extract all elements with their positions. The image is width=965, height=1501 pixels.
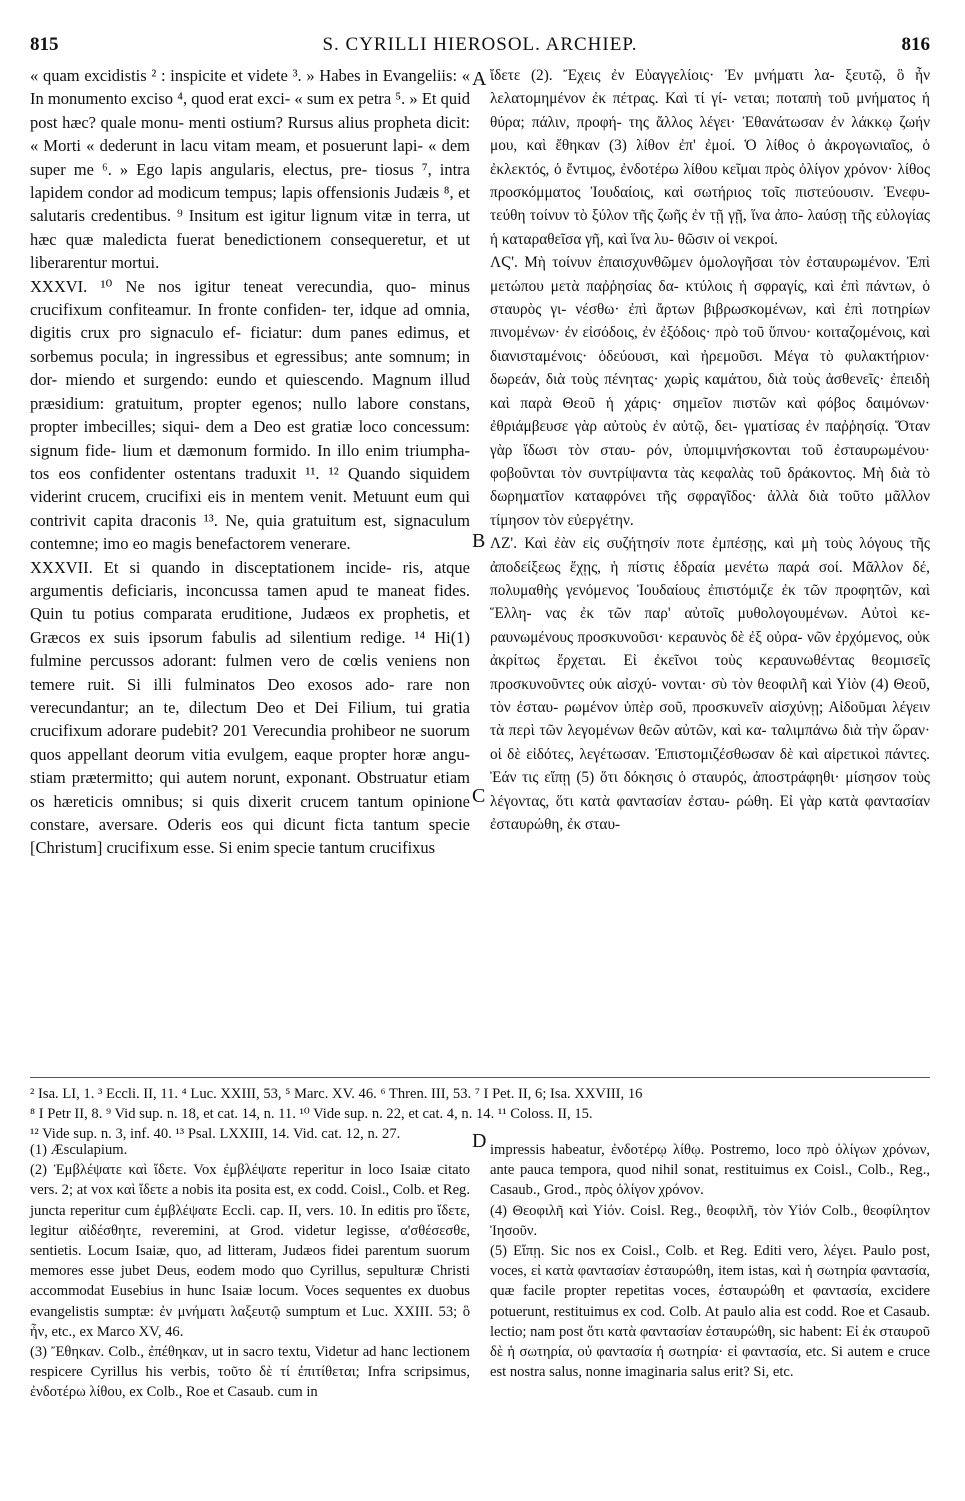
section-marker-b: B [472,530,486,552]
section-marker-c: C [472,785,486,807]
greek-paragraph-3: ΛΖ'. Καὶ ἐὰν εἰς συζήτησίν ποτε ἐμπέσῃς, καὶ μὴ τοὺς λόγους τῆς ἀποδείξεως ἔχῃς, ἡ πίστις ἑδραία μενέτω παρά σοί. Μᾶλλον δέ, πολυμαθὴς γενόμενος Ἰουδαίους ἐπιστόμιζε ἐκ τῶν προφητῶν, καὶ Ἕλλη- νας ἐκ τῶν παρ' αὐτοῖς μυθολογουμένων. Αὐτοὶ κε- ραυνωμένους προσκυνοῦσι· κεραυνὸς δὲ ἐξ οὐρα- νῶν ἐρχόμενος, οὐκ ἀκρίτως ἔρχεται. Εἰ ἐκεῖνοι τοὺς κεραυνωθέντας θεομισεῖς προσκυνοῦντες οὐκ αἰσχύ- νονται· σὺ τὸν θεοφιλῆ καὶ Υἱὸν (4) Θεοῦ, τὸν ἐσταυ- ρωμένον ὑπὲρ σοῦ, προσκυνεῖν αἰσχύνῃ; Αἰδοῦμαι λέγειν τὰ περὶ τῶν λεγομένων θεῶν αὐτῶν, καὶ κα- ταλιμπάνω διὰ τὴν ὥραν· οἱ δὲ εἰδότες, λεγέτωσαν. Ἐπιστομιζέσθωσαν δὲ καὶ αἱρετικοὶ πάντες. Ἐάν τις εἴπῃ (5) ὅτι δόκησις ὁ σταυρός, ἀποστράφηθι· μίσησον τοὺς λέγοντας, ὅτι κατὰ φαντασίαν ἐσταυ- ρώθη. Εἰ γὰρ κατὰ φαντασίαν ἐσταυρώθη, ἐκ σταυ- [490,535,930,833]
latin-paragraph-2: XXXVI. ¹⁰ Ne nos igitur teneat verecundia, quo- minus crucifixum confiteamur. In fronte confiden- ter, idque ad omnia, digitis crux pro signaculo ef- ficiatur: dum panes edimus, et sorbemus pocula; in ingressibus et egressibus; ante somnum; in dor- miendo et surgendo: eundo et quiescendo. Magnum illud præsidium: gratuitum, propter egenos; nullo labore constans, propter imbecilles; siqui- dem a Deo est gratiæ loco concessum: signum fide- lium et dæmonum formido. In illo enim triumpha- tos eos confidenter ostentans traduxit ¹¹. ¹² Quando siquidem viderint crucem, crucifixi eis in mentem venit. Metuunt eum qui contrivit capita draconis ¹³. Ne, quia gratuitum est, signaculum contemne; imo eo magis benefactorem venerare. [30,276,470,554]
page-number-right: 816 [901,34,930,55]
latin-column [30,64,470,860]
note-4: (4) Θεοφιλῆ καὶ Υἱόν. Coisl. Reg., θεοφιλῆ, τὸν Υἱόν Colb., θεοφίλητον Ἰησοῦν. [490,1202,930,1239]
page-header [30,34,930,64]
note-5: (5) Εἴπῃ. Sic nos ex Coisl., Colb. et Reg. Editi vero, λέγει. Paulo post, voces, εἰ κατὰ φαντασίαν ἐσταυρώθη, item istas, καὶ ἡ σωτηρία φαντασία, quæ facile propter repetitas voces, ἐσταυρώθη et φαντασία, excidere potuerunt, restituimus ex cod. Colb. At paulo alia est codd. Roe et Casaub. lectio; nam post ὅτι κατὰ φαντασίαν ἐσταυρώθη, sic habent: Εἰ ἐκ σταυροῦ δὲ ἡ σωτηρία, οὐ φαντασία ἡ σωτηρία· εἰ φαντασία, etc. Si autem e cruce est nostra salus, nonne imaginaria salus erit? Si, etc. [490,1243,930,1381]
reference-line-1: ² Isa. LI, 1. ³ Eccli. II, 11. ⁴ Luc. XXIII, 53, ⁵ Marc. XV. 46. ⁶ Thren. III, 53. ⁷ I Pet. II, 6; Isa. XXVIII, 16 [30,1086,643,1102]
running-title: S. CYRILLI HIEROSOL. ARCHIEP. [322,34,638,55]
section-marker-d: D [472,1130,487,1152]
greek-paragraph-1: ἴδετε (2). Ἔχεις ἐν Εὐαγγελίοις· Ἐν μνήματι λα- ξευτῷ, ὃ ἦν λελατομημένον ἐκ πέτρας. Καὶ τί γί- νεται; ποταπὴ τοῦ μνήματος ἡ θύρα; πάλιν, προφή- της ἄλλος λέγει· Ἐθανάτωσαν ἐν λάκκῳ ζωήν μου, καὶ ἔθηκαν (3) λίθον ἐπ' ἐμοί. Ὁ λίθος ὁ ἀκρογωνιαῖος, ὁ ἐκλεκτός, ὁ ἔντιμος, ἐνδοτέρω λίθου κεῖμαι πρὸς ὀλίγον χρόνον· λίθος προσκόμματος Ἰουδαίοις, καὶ σωτήριος τοῖς πιστεύουσιν. Ἐνεφυ- τεύθη τοίνυν τὸ ξύλον τῆς ζωῆς ἐν τῇ γῇ, ἵνα ἀπο- λαύσῃ τῆς εὐλογίας ἡ καταραθεῖσα γῆ, καὶ ἵνα λυ- θῶσιν οἱ νεκροί. [490,67,930,248]
section-marker-a: A [472,68,487,90]
reference-line-2: ⁸ I Petr II, 8. ⁹ Vid sup. n. 18, et cat. 14, n. 11. ¹⁰ Vide sup. n. 22, et cat. 4, n. 14. ¹¹ Coloss. II, 15. [30,1106,593,1122]
page-number-left: 815 [30,34,59,55]
notes-left-column [30,1140,470,1403]
scripture-references [30,1077,930,1144]
note-3: (3) Ἔθηκαν. Colb., ἐπέθηκαν, ut in sacro textu, Videtur ad hanc lectionem respicere Cyrillus his verbis, τοῦτο δὲ τί ἐπιτίθεται; Infra scripsimus, ἐνδοτέρω λίθου, ex Colb., Roe et Casaub. cum in [30,1344,470,1401]
latin-paragraph-3: XXXVII. Et si quando in disceptationem incide- ris, atque argumentis deficiaris, inconcussa tamen apud te maneat fides. Quin tu potius comparata eruditione, Judæos ex prophetis, et Græcos ex suis ipsorum fabulis ad silentium redige. ¹⁴ Hi(1) fulmine percussos adorant: fulmen vero de cœlis veniens non temere ruit. Si illi fulminatos Deo exosos ado- rare non verecundantur; an te, dilectum Deo et Dei Filium, tui gratia crucifixum adorare pudebit? 201 Verecundia prohibeor ne suorum quos appellant deorum vitia evulgem, eaque propter horæ angu- stiam prætermitto; qui autem norunt, exponant. Obstruatur etiam os hæreticis omnibus; si quis dixerit crucem tantum opinione constare, aversare. Oderis eos qui dicunt ficta tantum specie [Christum] crucifixum esse. Si enim specie tantum crucifixus [30,557,470,858]
note-2: (2) Ἐμβλέψατε καὶ ἴδετε. Vox ἐμβλέψατε reperitur in loco Isaiæ citato vers. 2; at vox καὶ ἴδετε a nobis ita posita est, ex codd. Coisl., Colb. et Reg. juncta reperitur cum ἐμβλέψατε Eccli. cap. II, vers. 10. In editis pro ἴδετε, legitur αἰδέσθητε, reveremini, at Grod. videtur legisse, α'σθέσεσθε, sentietis. Locum Isaiæ, quo, ad litteram, Judæos fidei parentum suorum memores esse jubet Deus, eodem modo quo Cyrillus, sepulturæ Christi accommodat Eusebius in hunc Isaiæ locum. Voces sequentes ex duobus evangelistis sumptæ: ἐν μνήματι λαξευτῷ sumptum et Luc. XXIII. 53; ὃ ἦν, etc., ex Marco XV, 46. [30,1162,470,1340]
note-3-continued: impressis habeatur, ἐνδοτέρῳ λίθῳ. Postremo, loco πρὸ ὀλίγων χρόνων, ante pauca tempora, quod nihil sonat, restituimus ex Coisl., Colb., Reg., Casaub., Grod., πρὸς ὀλίγον χρόνον. [490,1142,930,1199]
notes-right-column [490,1140,930,1382]
greek-column [490,64,930,836]
greek-paragraph-2: ΛϚ'. Μὴ τοίνυν ἐπαισχυνθῶμεν ὁμολογῆσαι τὸν ἐσταυρωμένον. Ἐπὶ μετώπου μετὰ παῤῥησίας δα- κτύλοις ἡ σφραγίς, καὶ ἐπὶ πάντων, ὁ σταυρὸς γι- νέσθω· ἐπὶ ἄρτων βιβρωσκομένων, καὶ ἐπὶ ποτηρίων πινομένων· ἐν εἰσόδοις, ἐν ἐξόδοις· πρὸ τοῦ ὕπνου· κοιταζομένοις, καὶ διανισταμένοις· ὁδεύουσι, καὶ ἠρεμοῦσι. Μέγα τὸ φυλακτήριον· δωρεάν, διὰ τοὺς πένητας· χωρὶς καμάτου, διὰ τοὺς ἀσθενεῖς· ἐπειδὴ καὶ παρὰ Θεοῦ ἡ χάρις· σημεῖον πιστῶν καὶ φόβος δαιμόνων· ἐθριάμβευσε γὰρ αὐτοὺς ἐν αὐτῷ, δει- γματίσας ἐν παῤῥησίᾳ. Ὅταν γὰρ ἴδωσι τὸν σταυ- ρόν, ὑπομιμνήσκονται τοῦ ἐσταυρωμένου· φοβοῦνται τὸν συντρίψαντα τὰς κεφαλὰς τοῦ δράκοντος. Μὴ διὰ τὸ δωρηματῖον καταφρόνει τῆς σφραγῖδος· ἀλλὰ διὰ τοῦτο μᾶλλον τίμησον τὸν εὐεργέτην. [490,254,930,529]
latin-paragraph-1: « quam excidistis ² : inspicite et videte ³. » Habes in Evangeliis: « In monumento exciso ⁴, quod erat exci- « sum ex petra ⁵. » Et quid post hæc? quale monu- menti ostium? Rursus alius propheta dicit: « Morti « dederunt in lacu vitam meam, et posuerunt lapi- « dem super me ⁶. » Ego lapis angularis, electus, pre- tiosus ⁷, intra lapidem condor ad modicum tempus; lapis offensionis Judæis ⁸, et salutaris credentibus. ⁹ Insitum est igitur lignum vitæ in terra, ut hæc quæ maledicta fuerat benedictionem consequeretur, et ut liberarentur mortui. [30,66,470,273]
reference-line-3: ¹² Vide sup. n. 3, inf. 40. ¹³ Psal. LXXIII, 14. Vid. cat. 12, n. 27. [30,1126,401,1142]
note-1: (1) Æsculapium. [30,1142,128,1158]
